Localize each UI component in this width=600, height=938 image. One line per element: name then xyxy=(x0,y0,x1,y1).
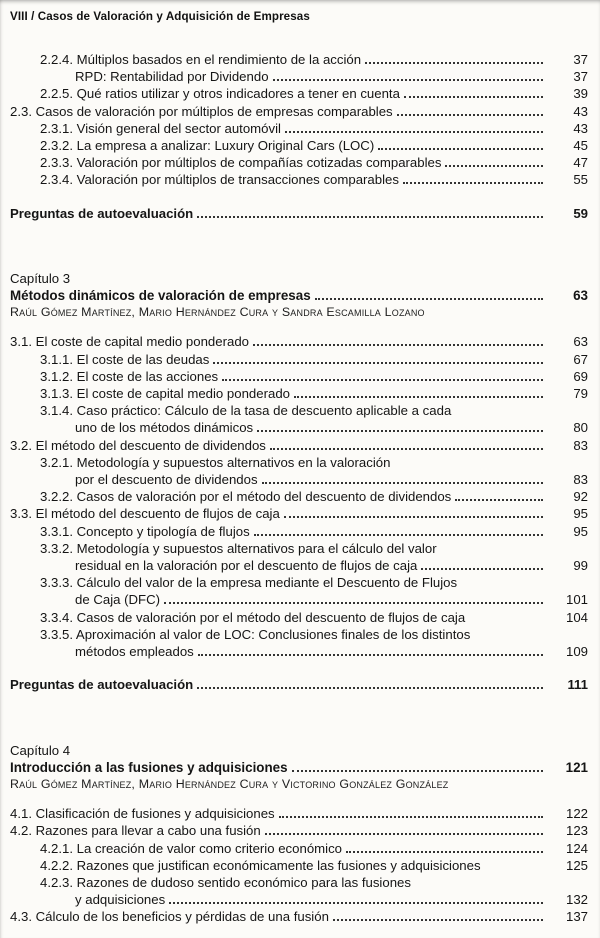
dotted-leader xyxy=(273,79,543,81)
dotted-leader xyxy=(404,96,543,98)
dotted-leader xyxy=(262,482,543,484)
entry-text: 3.1.4. Caso práctico: Cálculo de la tasa de descuento aplicable a cada xyxy=(40,403,452,419)
toc-entry xyxy=(10,540,588,557)
dotted-leader xyxy=(270,448,543,450)
page-number: 121 xyxy=(565,759,588,775)
entry-text: 2.3.4. Valoración por múltiplos de transacciones comparables xyxy=(40,172,399,188)
dotted-leader xyxy=(279,816,543,818)
toc-rows xyxy=(10,333,588,693)
entry-text: 3.2.2. Casos de valoración por el método del descuento de dividendos xyxy=(40,489,452,505)
page-number: 80 xyxy=(573,420,588,436)
toc-section xyxy=(10,51,588,222)
toc-entry xyxy=(10,891,588,908)
dotted-leader xyxy=(333,919,543,921)
dotted-leader xyxy=(455,499,543,501)
dotted-leader xyxy=(197,687,543,689)
dotted-leader xyxy=(164,602,543,604)
dotted-leader xyxy=(378,148,543,150)
entry-text: 4.1. Clasificación de fusiones y adquisiciones xyxy=(10,806,275,822)
table-of-contents xyxy=(10,51,588,926)
entry-text: residual en la valoración por el descuento de flujos de caja xyxy=(75,558,418,574)
entry-text: 3.3.2. Metodología y supuestos alternativos para el cálculo del valor xyxy=(40,540,437,556)
toc-entry xyxy=(10,908,588,925)
chapter-title-row xyxy=(10,287,588,304)
entry-text: 2.3.3. Valoración por múltiplos de compañías cotizadas comparables xyxy=(40,155,442,171)
chapter-label: Capítulo 3 xyxy=(10,270,71,286)
page-number: 63 xyxy=(573,334,588,350)
entry-text: 3.2.1. Metodología y supuestos alternativos en la valoración xyxy=(40,454,391,470)
entry-text: 2.3.1. Visión general del sector automóvil xyxy=(40,120,281,136)
page-header: VIII / Casos de Valoración y Adquisición de Empresas xyxy=(10,10,310,23)
entry-text: 4.2. Razones para llevar a cabo una fusión xyxy=(10,823,261,839)
toc-entry xyxy=(10,103,588,120)
toc-entry xyxy=(10,51,588,68)
page-number: 124 xyxy=(565,840,588,856)
toc-entry xyxy=(10,171,588,188)
page-number: 69 xyxy=(573,368,588,384)
page-number: 79 xyxy=(573,386,588,402)
entry-text: 2.2.4. Múltiplos basados en el rendimiento de la acción xyxy=(40,52,362,67)
toc-entry xyxy=(10,120,588,137)
entry-text: 4.3. Cálculo de los beneficios y pérdidas de una fusión xyxy=(10,909,329,925)
toc-entry xyxy=(10,368,588,385)
entry-text: de Caja (DFC) xyxy=(75,592,161,608)
toc-entry xyxy=(10,137,588,154)
dotted-leader xyxy=(403,182,543,184)
page-number: 132 xyxy=(565,892,588,908)
dotted-leader xyxy=(198,654,543,656)
toc-entry xyxy=(10,454,588,471)
page-number: 111 xyxy=(567,677,588,693)
entry-text: 3.3.4. Casos de valoración por el método del descuento de flujos de caja xyxy=(40,609,466,625)
toc-entry xyxy=(10,643,588,660)
page-number: 137 xyxy=(565,909,588,925)
toc-entry xyxy=(10,488,588,505)
dotted-leader xyxy=(365,62,543,64)
entry-text: 3.1. El coste de capital medio ponderado xyxy=(10,334,249,350)
entry-text: 2.3. Casos de valoración por múltiplos de empresas comparables xyxy=(10,103,393,119)
dotted-leader xyxy=(253,344,543,346)
dotted-leader xyxy=(169,902,543,904)
page-number: 43 xyxy=(573,103,588,119)
toc-entry xyxy=(10,154,588,171)
page-number: 104 xyxy=(565,609,588,625)
page-number: 123 xyxy=(565,823,588,839)
chapter-authors: Raúl Gómez Martínez, Mario Hernández Cura y Victorino González González xyxy=(10,776,449,791)
page-number: 39 xyxy=(573,86,588,102)
page-number: 45 xyxy=(573,138,588,154)
toc-section xyxy=(10,742,588,926)
toc-entry xyxy=(10,840,588,857)
toc-entry xyxy=(10,874,588,891)
page-number: 101 xyxy=(565,592,588,608)
dotted-leader xyxy=(315,298,543,300)
page-number: 83 xyxy=(573,437,588,453)
toc-entry xyxy=(10,574,588,591)
page-number: 125 xyxy=(565,857,588,873)
toc-entry xyxy=(10,385,588,402)
chapter-authors: Raúl Gómez Martínez, Mario Hernández Cura y Sandra Escamilla Lozano xyxy=(10,305,425,320)
entry-text: uno de los métodos dinámicos xyxy=(75,420,254,436)
toc-entry xyxy=(10,419,588,436)
entry-text: Métodos dinámicos de valoración de empresas xyxy=(10,288,311,304)
entry-text: 3.3. El método del descuento de flujos de caja xyxy=(10,506,280,522)
page-number: 43 xyxy=(573,120,588,136)
page-number: 99 xyxy=(573,558,588,574)
entry-text: 4.2.2. Razones que justifican económicamente las fusiones y adquisiciones xyxy=(40,857,481,873)
page-number: 83 xyxy=(573,472,588,488)
page-number: 37 xyxy=(573,52,588,67)
dotted-leader xyxy=(285,131,543,133)
page-number: 109 xyxy=(565,644,588,660)
entry-text: y adquisiciones xyxy=(75,892,166,908)
page-number: 63 xyxy=(573,288,588,304)
toc-entry xyxy=(10,822,588,839)
dotted-leader xyxy=(265,833,543,835)
toc-entry xyxy=(10,609,588,626)
dotted-leader xyxy=(294,396,543,398)
entry-text: 3.1.1. El coste de las deudas xyxy=(40,351,210,367)
entry-text: 3.3.1. Concepto y tipología de flujos xyxy=(40,523,250,539)
page-number: 47 xyxy=(573,155,588,171)
entry-text: Preguntas de autoevaluación xyxy=(10,205,194,221)
entry-text: 3.3.3. Cálculo del valor de la empresa mediante el Descuento de Flujos xyxy=(40,575,458,591)
dotted-leader xyxy=(421,568,543,570)
entry-text: 3.1.3. El coste de capital medio ponderado xyxy=(40,386,290,402)
entry-text: por el descuento de dividendos xyxy=(75,472,258,488)
page-number: 55 xyxy=(573,172,588,188)
toc-entry xyxy=(10,437,588,454)
entry-text: Introducción a las fusiones y adquisiciones xyxy=(10,759,288,775)
toc-entry xyxy=(10,626,588,643)
page-number: 95 xyxy=(573,523,588,539)
page-number: 59 xyxy=(573,205,588,221)
chapter-label: Capítulo 4 xyxy=(10,742,71,758)
entry-text: 2.3.2. La empresa a analizar: Luxury Original Cars (LOC) xyxy=(40,138,375,154)
dotted-leader xyxy=(197,216,543,218)
entry-text: RPD: Rentabilidad por Dividendo xyxy=(75,69,269,85)
toc-entry xyxy=(10,805,588,822)
toc-entry xyxy=(10,857,588,874)
entry-text: Preguntas de autoevaluación xyxy=(10,677,194,693)
page-number: 67 xyxy=(573,351,588,367)
dotted-leader xyxy=(222,379,543,381)
toc-rows xyxy=(10,51,588,222)
toc-entry xyxy=(10,523,588,540)
toc-section xyxy=(10,270,588,694)
toc-entry xyxy=(10,676,588,693)
dotted-leader xyxy=(254,534,543,536)
dotted-leader xyxy=(397,114,543,116)
toc-entry xyxy=(10,591,588,608)
toc-entry xyxy=(10,505,588,522)
page-number: 122 xyxy=(565,806,588,822)
page-number: 92 xyxy=(573,489,588,505)
dotted-leader xyxy=(445,165,543,167)
toc-entry xyxy=(10,205,588,222)
dotted-leader xyxy=(213,362,543,364)
entry-text: 3.2. El método del descuento de dividendos xyxy=(10,437,266,453)
page-number: 37 xyxy=(573,69,588,85)
entry-text: métodos empleados xyxy=(75,644,194,660)
entry-text: 4.2.1. La creación de valor como criterio económico xyxy=(40,840,342,856)
dotted-leader xyxy=(257,430,543,432)
entry-text: 3.1.2. El coste de las acciones xyxy=(40,368,219,384)
dotted-leader xyxy=(346,851,543,853)
toc-entry xyxy=(10,333,588,350)
toc-entry xyxy=(10,557,588,574)
dotted-leader xyxy=(284,516,543,518)
toc-entry xyxy=(10,68,588,85)
entry-text: 4.2.3. Razones de dudoso sentido económico para las fusiones xyxy=(40,874,411,890)
entry-text: 2.2.5. Qué ratios utilizar y otros indicadores a tener en cuenta xyxy=(40,86,400,102)
dotted-leader xyxy=(292,770,543,772)
toc-entry xyxy=(10,85,588,102)
toc-entry xyxy=(10,471,588,488)
chapter-title-row xyxy=(10,759,588,776)
toc-rows xyxy=(10,805,588,925)
page-number: 95 xyxy=(573,506,588,522)
entry-text: 3.3.5. Aproximación al valor de LOC: Conclusiones finales de los distintos xyxy=(40,626,471,642)
toc-entry xyxy=(10,402,588,419)
toc-entry xyxy=(10,351,588,368)
